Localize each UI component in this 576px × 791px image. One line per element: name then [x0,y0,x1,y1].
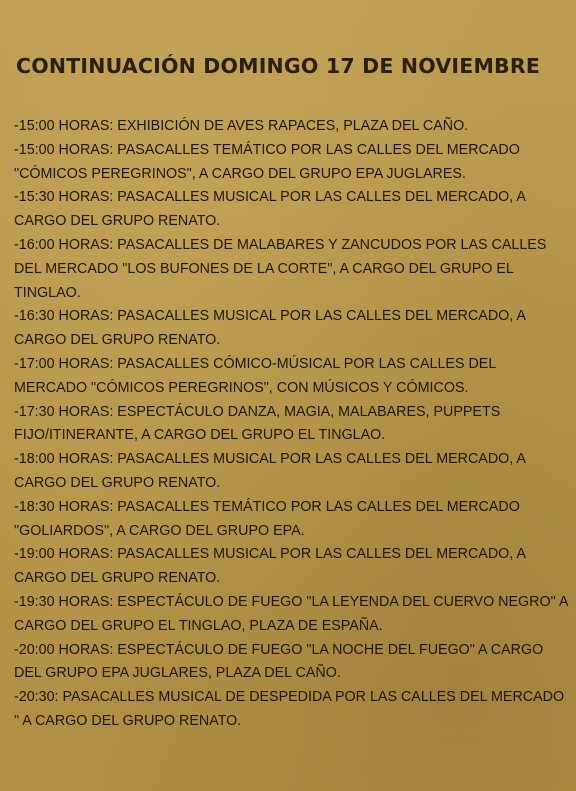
event-item-1730: -17:30 HORAS: ESPECTÁCULO DANZA, MAGIA, MALABARES, PUPPETS FIJO/ITINERANTE, A CARGO DEL GRUPO EL TINGLAO. [14,403,501,444]
event-item-1600: -16:00 HORAS: PASACALLES DE MALABARES Y ZANCUDOS POR LAS CALLES DEL MERCADO "LOS BUFONES DE LA CORTE", A CARGO DEL GRUPO EL TINGLAO. [14,236,547,301]
event-item-1530: -15:30 HORAS: PASACALLES MUSICAL POR LAS CALLES DEL MERCADO, A CARGO DEL GRUPO RENATO. [14,189,526,230]
event-item-1500-aves: -15:00 HORAS: EXHIBICIÓN DE AVES RAPACES, PLAZA DEL CAÑO. [14,118,469,134]
event-item-1900: -19:00 HORAS: PASACALLES MUSICAL POR LAS CALLES DEL MERCADO, A CARGO DEL GRUPO RENATO. [14,546,526,587]
event-item-1630: -16:30 HORAS: PASACALLES MUSICAL POR LAS CALLES DEL MERCADO, A CARGO DEL GRUPO RENATO. [14,308,526,349]
event-item-2030: -20:30: PASACALLES MUSICAL DE DESPEDIDA POR LAS CALLES DEL MERCADO " A CARGO DEL GRUPO RENATO. [14,689,565,729]
event-item-1830: -18:30 HORAS: PASACALLES TEMÁTICO POR LAS CALLES DEL MERCADO "GOLIARDOS", A CARGO DEL GRUPO EPA. [14,498,520,539]
event-item-1700: -17:00 HORAS: PASACALLES CÓMICO-MÚSICAL POR LAS CALLES DEL MERCADO "CÓMICOS PEREGRINOS", CON MÚSICOS Y CÓMICOS. [14,355,496,396]
event-item-2000: -20:00 HORAS: ESPECTÁCULO DE FUEGO "LA NOCHE DEL FUEGO" A CARGO DEL GRUPO EPA JUGLARES, PLAZA DEL CAÑO. [14,641,544,682]
event-schedule [14,115,570,734]
event-item-1500-pasacalles: -15:00 HORAS: PASACALLES TEMÁTICO POR LAS CALLES DEL MERCADO "CÓMICOS PEREGRINOS", A CARGO DEL GRUPO EPA JUGLARES. [14,141,520,182]
event-item-1800: -18:00 HORAS: PASACALLES MUSICAL POR LAS CALLES DEL MERCADO, A CARGO DEL GRUPO RENATO. [14,451,526,491]
event-item-1930: -19:30 HORAS: ESPECTÁCULO DE FUEGO "LA LEYENDA DEL CUERVO NEGRO" A CARGO DEL GRUPO EL TINGLAO, PLAZA DE ESPAÑA. [14,593,568,634]
page-title: CONTINUACIÓN DOMINGO 17 DE NOVIEMBRE [16,54,541,78]
